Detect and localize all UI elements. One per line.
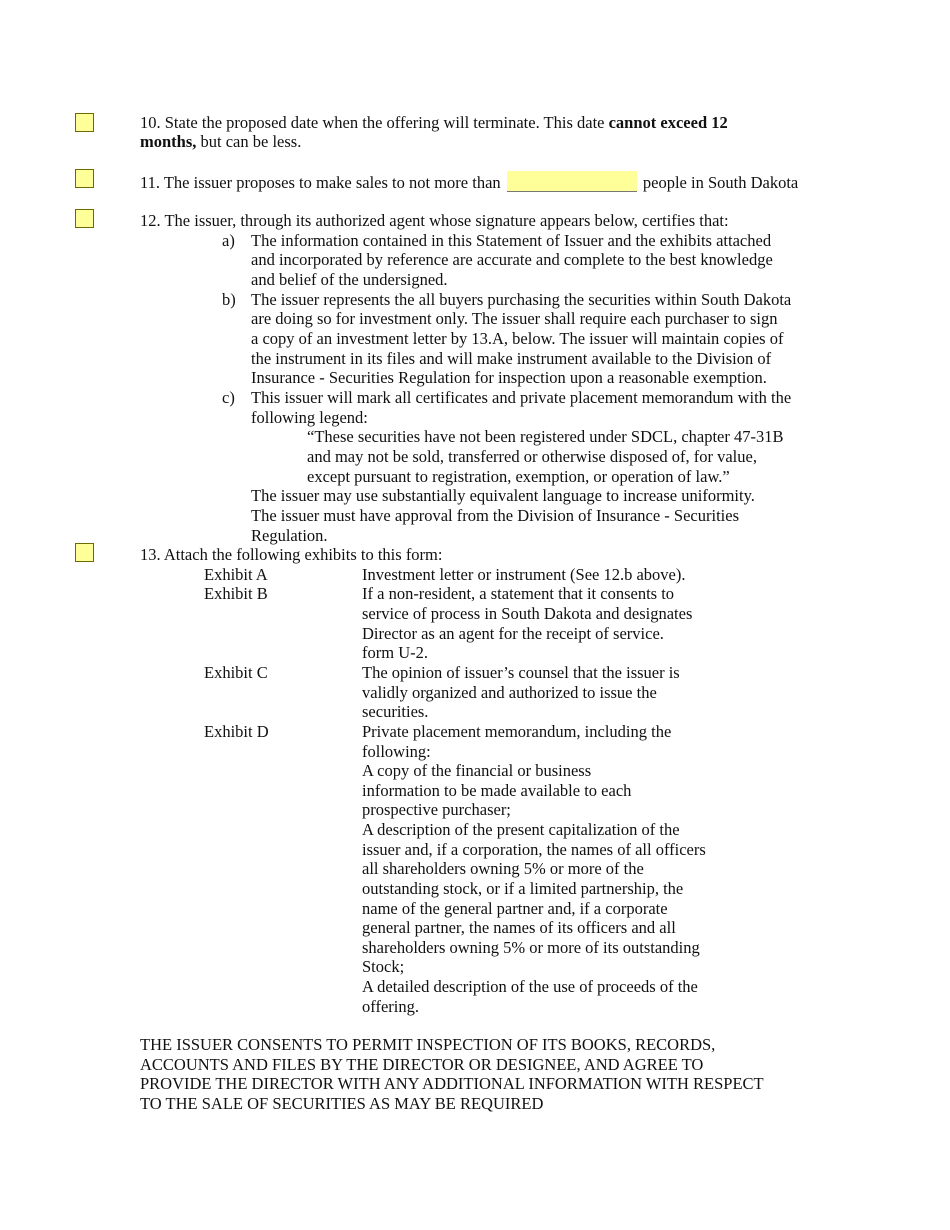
item12-c-marker: c) [222,388,235,407]
exhibit-line: general partner, the names of its officers and all [362,918,676,937]
item10-line1 [140,113,728,133]
exhibit-line: The opinion of issuer’s counsel that the issuer is [362,663,680,682]
item10-text: 10. State the proposed date when the offering will terminate. This date [140,113,609,132]
exhibit-line: Stock; [362,957,405,976]
item12-a-line: and belief of the undersigned. [251,270,448,289]
item12-intro: 12. The issuer, through its authorized agent whose signature appears below, certifies that: [140,211,729,230]
exhibit-line: form U-2. [362,643,428,662]
exhibit-label: Exhibit A [204,565,268,584]
item13-intro: 13. Attach the following exhibits to this form: [140,545,443,564]
exhibit-line: If a non-resident, a statement that it consents to [362,584,675,603]
item11-text-before: 11. The issuer proposes to make sales to not more than [140,173,501,192]
exhibit-line: service of process in South Dakota and designates [362,604,693,623]
exhibit-line: outstanding stock, or if a limited partnership, the [362,879,684,898]
item12-a-line: The information contained in this Statement of Issuer and the exhibits attached [251,231,772,250]
exhibit-line: following: [362,742,431,761]
consent-line: TO THE SALE OF SECURITIES AS MAY BE REQUIRED [140,1094,544,1113]
exhibit-label: Exhibit D [204,722,269,741]
exhibit-line: information to be made available to each [362,781,632,800]
item10-text-end: but can be less. [196,132,302,151]
exhibit-line: Private placement memorandum, including the [362,722,672,741]
item12-after-line: Regulation. [251,526,328,545]
item11-line [140,171,798,193]
item12-a-marker: a) [222,231,235,250]
max-people-input[interactable] [507,171,637,192]
exhibit-line: shareholders owning 5% or more of its outstanding [362,938,700,957]
item12-b-line: a copy of an investment letter by 13.A, below. The issuer will maintain copies of [251,329,784,348]
item12-after-line: The issuer must have approval from the Division of Insurance - Securities [251,506,739,525]
exhibit-line: Investment letter or instrument (See 12.b above). [362,565,686,584]
consent-line: THE ISSUER CONSENTS TO PERMIT INSPECTION OF ITS BOOKS, RECORDS, [140,1035,716,1054]
item12-b-line: the instrument in its files and will make instrument available to the Division of [251,349,772,368]
item12-checkbox[interactable] [75,209,94,228]
item10-checkbox[interactable] [75,113,94,132]
exhibit-line: A description of the present capitalization of the [362,820,680,839]
exhibit-line: prospective purchaser; [362,800,511,819]
item12-b-line: are doing so for investment only. The issuer shall require each purchaser to sign [251,309,778,328]
item13-checkbox[interactable] [75,543,94,562]
legend-line: and may not be sold, transferred or otherwise disposed of, for value, [307,447,757,466]
exhibit-line: offering. [362,997,419,1016]
exhibit-line: A detailed description of the use of proceeds of the [362,977,698,996]
exhibit-line: A copy of the financial or business [362,761,592,780]
exhibit-line: Director as an agent for the receipt of service. [362,624,664,643]
item12-b-line: Insurance - Securities Regulation for inspection upon a reasonable exemption. [251,368,767,387]
item12-c-line: following legend: [251,408,368,427]
item12-c-line: This issuer will mark all certificates and private placement memorandum with the [251,388,792,407]
exhibit-line: securities. [362,702,429,721]
item10-line2 [140,132,301,152]
consent-line: ACCOUNTS AND FILES BY THE DIRECTOR OR DESIGNEE, AND AGREE TO [140,1055,704,1074]
item12-b-marker: b) [222,290,236,309]
item11-text-after: people in South Dakota [642,173,799,192]
legend-line: except pursuant to registration, exemption, or operation of law.” [307,467,730,486]
exhibit-line: validly organized and authorized to issue the [362,683,657,702]
exhibit-line: issuer and, if a corporation, the names of all officers [362,840,706,859]
item10-bold-limit: cannot exceed 12 [608,113,728,132]
exhibit-line: name of the general partner and, if a corporate [362,899,668,918]
legend-line: “These securities have not been registered under SDCL, chapter 47-31B [307,427,784,446]
item11-checkbox[interactable] [75,169,94,188]
exhibit-label: Exhibit C [204,663,268,682]
item12-after-line: The issuer may use substantially equivalent language to increase uniformity. [251,486,755,505]
item10-bold-months: months, [140,132,197,151]
item12-b-line: The issuer represents the all buyers purchasing the securities within South Dakota [251,290,792,309]
consent-line: PROVIDE THE DIRECTOR WITH ANY ADDITIONAL INFORMATION WITH RESPECT [140,1074,764,1093]
exhibit-label: Exhibit B [204,584,268,603]
item12-a-line: and incorporated by reference are accurate and complete to the best knowledge [251,250,773,269]
exhibit-line: all shareholders owning 5% or more of the [362,859,644,878]
